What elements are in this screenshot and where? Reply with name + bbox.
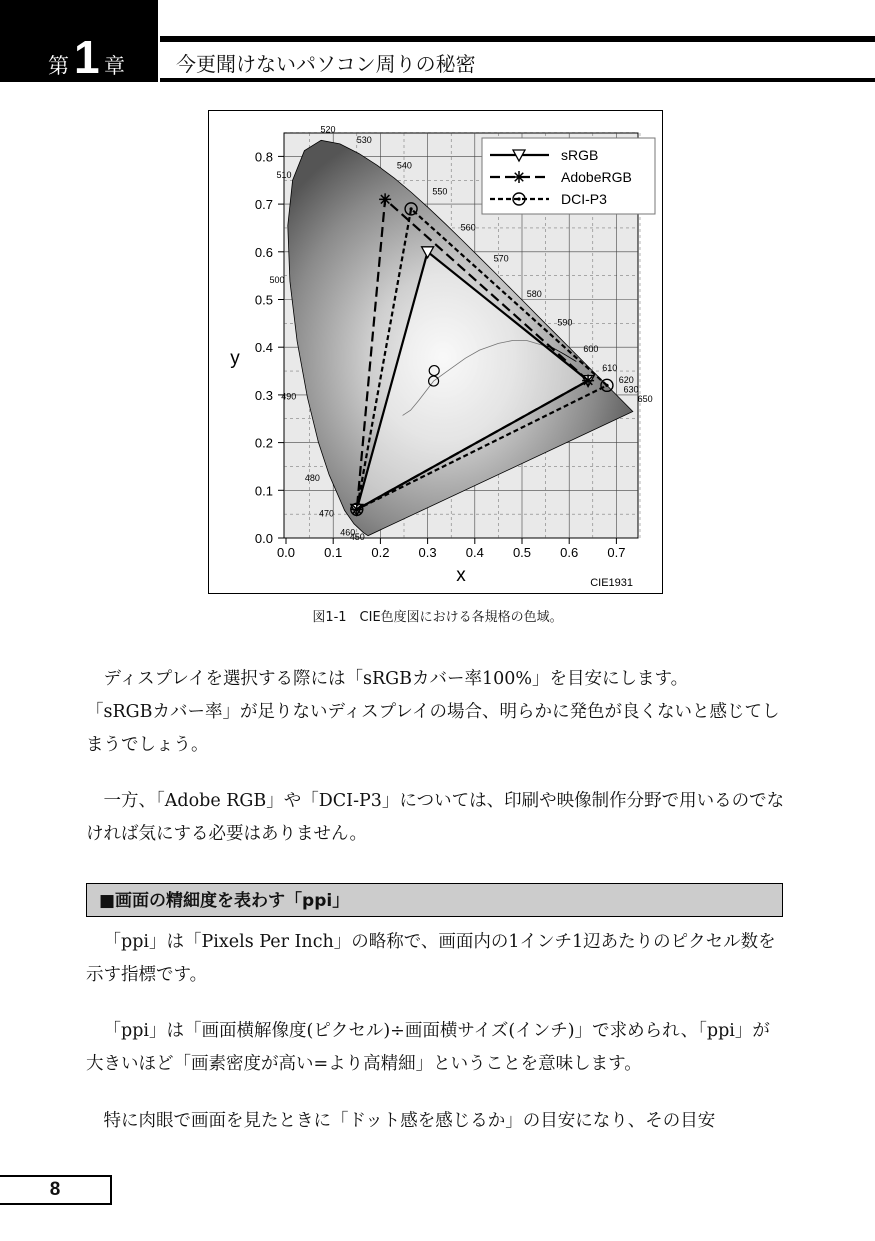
section-heading: ■画面の精細度を表わす「ppi」 bbox=[86, 883, 783, 917]
wavelength-label: 460 bbox=[340, 527, 356, 538]
chapter-suffix: 章 bbox=[104, 54, 125, 78]
legend-marker bbox=[513, 171, 525, 183]
x-tick-label: 0.2 bbox=[371, 545, 390, 560]
wavelength-label: 470 bbox=[319, 508, 335, 519]
wavelength-label: 560 bbox=[460, 222, 476, 233]
y-tick-label: 0.4 bbox=[254, 340, 273, 356]
wavelength-label: 500 bbox=[269, 274, 285, 285]
page-number: 8 bbox=[0, 1175, 112, 1205]
wavelength-label: 510 bbox=[276, 169, 292, 180]
x-tick-label: 0.4 bbox=[465, 545, 484, 560]
x-tick-label: 0.0 bbox=[276, 545, 296, 560]
header-rule-bottom bbox=[160, 78, 875, 82]
y-tick-label: 0.0 bbox=[254, 531, 273, 546]
cie-chromaticity-figure bbox=[208, 110, 663, 594]
gamut-dci-p3-vertex-dot bbox=[409, 207, 412, 210]
chapter-prefix: 第 bbox=[48, 54, 69, 78]
y-tick-label: 0.2 bbox=[254, 435, 273, 451]
x-tick-label: 0.6 bbox=[560, 545, 579, 560]
wavelength-label: 530 bbox=[356, 135, 372, 146]
header-rule-top bbox=[160, 36, 875, 42]
wavelength-label: 570 bbox=[493, 253, 509, 264]
wavelength-label: 630 bbox=[623, 384, 639, 395]
paragraph-group-1 bbox=[86, 663, 786, 762]
legend-marker-dot bbox=[517, 197, 520, 200]
cie-chart bbox=[209, 111, 662, 593]
wavelength-label: 600 bbox=[583, 343, 599, 354]
paragraph-group-4 bbox=[86, 1015, 786, 1081]
y-tick-label: 0.5 bbox=[254, 292, 273, 308]
gamut-adobergb-vertex bbox=[582, 375, 594, 387]
paragraph: 特に肉眼で画面を見たときに「ドット感を感じるか」の目安になり、その目安 bbox=[103, 1111, 716, 1131]
x-axis-label: x bbox=[456, 565, 466, 586]
legend-label: AdobeRGB bbox=[561, 169, 632, 185]
paragraph: 「sRGBカバー率」が足りないディスプレイの場合、明らかに発色が良くないと感じてしまうでしょう。 bbox=[86, 702, 780, 755]
y-tick-label: 0.7 bbox=[254, 197, 273, 213]
wavelength-label: 650 bbox=[637, 394, 653, 405]
wavelength-label: 590 bbox=[557, 317, 573, 328]
chapter-title: 今更聞けないパソコン周りの秘密 bbox=[176, 52, 476, 76]
y-tick-label: 0.6 bbox=[254, 244, 273, 260]
paragraph-group-3 bbox=[86, 926, 786, 992]
wavelength-label: 520 bbox=[320, 124, 336, 135]
y-tick-label: 0.3 bbox=[254, 387, 273, 403]
wavelength-label: 620 bbox=[618, 374, 634, 385]
x-tick-label: 0.5 bbox=[512, 545, 532, 560]
y-tick-label: 0.1 bbox=[254, 483, 273, 499]
gamut-dci-p3-vertex-dot bbox=[605, 384, 608, 387]
y-tick-label: 0.8 bbox=[254, 149, 273, 165]
wavelength-label: 490 bbox=[281, 391, 297, 402]
x-tick-label: 0.7 bbox=[607, 545, 626, 560]
legend-label: DCI-P3 bbox=[561, 191, 607, 207]
paragraph: ディスプレイを選択する際には「sRGBカバー率100%」を目安にします。 bbox=[103, 669, 689, 689]
gamut-dci-p3-vertex-dot bbox=[355, 508, 358, 511]
paragraph-group-5 bbox=[86, 1105, 786, 1138]
wavelength-label: 540 bbox=[396, 160, 412, 171]
chapter-number: 1 bbox=[74, 31, 100, 83]
paragraph: 「ppi」は「画面横解像度(ピクセル)÷画面横サイズ(インチ)」で求められ、「ppi」が大きいほど「画素密度が高い=より高精細」ということを意味します。 bbox=[86, 1021, 770, 1074]
legend-label: sRGB bbox=[561, 147, 599, 163]
wavelength-label: 580 bbox=[526, 289, 542, 300]
wavelength-label: 550 bbox=[432, 186, 448, 197]
paragraph-group-2 bbox=[86, 785, 786, 851]
wavelength-label: 480 bbox=[304, 472, 320, 483]
gamut-adobergb-vertex bbox=[379, 193, 391, 205]
figure-caption: 図1-1 CIE色度図における各規格の色域。 bbox=[312, 610, 563, 625]
source-label: CIE1931 bbox=[590, 577, 633, 589]
legend bbox=[482, 138, 655, 214]
y-axis-label: y bbox=[230, 348, 240, 369]
x-tick-label: 0.1 bbox=[324, 545, 343, 560]
wavelength-label: 610 bbox=[602, 363, 618, 374]
paragraph: 一方、「Adobe RGB」や「DCI-P3」については、印刷や映像制作分野で用いるのでなければ気にする必要はありません。 bbox=[86, 791, 785, 844]
chapter-label-box bbox=[0, 0, 158, 82]
wavelength-label: 450 bbox=[349, 531, 365, 542]
paragraph: 「ppi」は「Pixels Per Inch」の略称で、画面内の1インチ1辺あたりのピクセル数を示す指標です。 bbox=[86, 932, 776, 985]
x-tick-label: 0.3 bbox=[418, 545, 437, 560]
